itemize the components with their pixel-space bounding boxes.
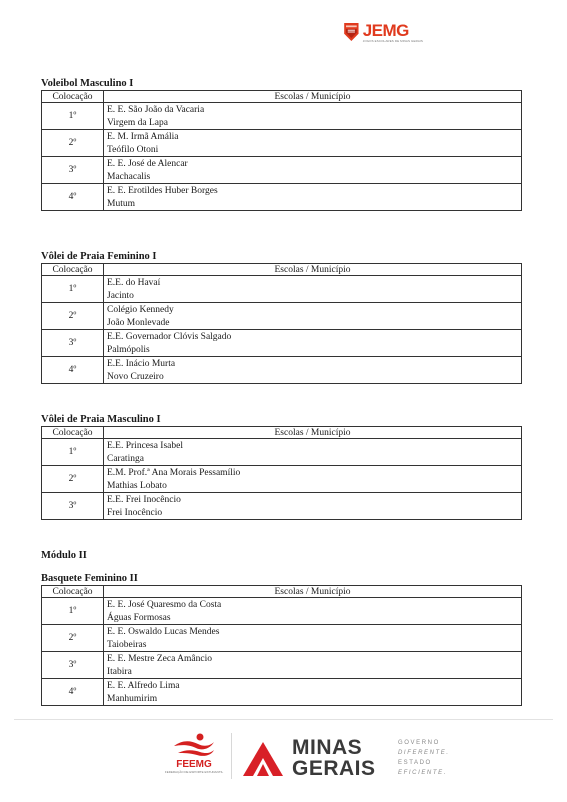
municipality: Mathias Lobato [107,480,167,491]
section-volei-de-praia-masculino-i [41,414,522,520]
minas-gerais-triangle-icon [241,740,285,778]
module-title: Módulo II [41,550,87,561]
table-row [42,652,522,679]
school-cell [104,103,522,130]
header-schools: Escolas / Município [104,427,522,439]
municipality: Machacalis [107,171,151,182]
placement-cell: 2º [42,130,104,157]
header-placement: Colocação [42,427,104,439]
feemg-logo [165,732,223,780]
municipality: Jacinto [107,290,134,301]
table-row [42,184,522,211]
school-cell [104,679,522,706]
table-row [42,303,522,330]
section-title: Vôlei de Praia Masculino I [41,414,161,425]
placement-cell: 3º [42,330,104,357]
municipality: Mutum [107,198,135,209]
section-title: Basquete Feminino II [41,573,138,584]
section-voleibol-masculino-i [41,78,522,211]
section-basquete-feminino-ii [41,573,522,706]
table-row [42,493,522,520]
placement-cell: 4º [42,184,104,211]
school-name: E. E. Mestre Zeca Amâncio [107,654,212,664]
mg-line-1: MINAS [292,736,363,759]
table-row [42,357,522,384]
school-name: E.E. Princesa Isabel [107,441,183,451]
header-schools: Escolas / Município [104,91,522,103]
municipality: Manhumirim [107,693,158,704]
header-placement: Colocação [42,264,104,276]
jemg-logo-text: JEMG [362,20,409,40]
header-schools: Escolas / Município [104,586,522,598]
school-cell [104,303,522,330]
table-row [42,130,522,157]
footer-separator [231,733,232,779]
school-name: E. E. Alfredo Lima [107,681,180,691]
school-name: E. E. José de Alencar [107,159,188,169]
school-name: E.M. Prof.ª Ana Morais Pessamílio [107,468,241,478]
section-volei-de-praia-feminino-i [41,251,522,384]
school-cell [104,625,522,652]
section-title: Vôlei de Praia Feminino I [41,251,157,262]
table-row [42,103,522,130]
table-header-row [42,264,522,276]
school-cell [104,466,522,493]
table-header-row [42,586,522,598]
placement-cell: 2º [42,625,104,652]
feemg-subtitle: FEDERAÇÃO DE ESPORTE ESTUDANTIL [164,770,224,774]
school-cell [104,184,522,211]
jemg-logo-tagline: JOGOS ESCOLARES DE MINAS GERAIS [362,38,423,43]
school-cell [104,493,522,520]
municipality: Palmópolis [107,344,150,355]
placement-cell: 4º [42,679,104,706]
municipality: Teófilo Otoni [107,144,159,155]
slogan-line-4: EFICIENTE. [398,770,448,776]
table-header-row [42,427,522,439]
school-name: E. E. Erotildes Huber Borges [107,186,218,196]
table-row [42,625,522,652]
table-row [42,466,522,493]
school-name: E.E. do Havaí [107,278,161,288]
municipality: Frei Inocêncio [107,507,163,518]
government-slogan [398,738,450,778]
school-name: Colégio Kennedy [107,305,174,315]
footer-divider [14,719,553,720]
results-table [41,585,522,706]
municipality: Itabira [107,666,132,677]
school-name: E.E. Governador Clóvis Salgado [107,332,232,342]
school-name: E. E. Oswaldo Lucas Mendes [107,627,220,637]
school-cell [104,439,522,466]
placement-cell: 3º [42,652,104,679]
school-name: E. M. Irmã Amália [107,132,179,142]
jemg-logo-icon [343,15,360,49]
table-row [42,276,522,303]
header-placement: Colocação [42,586,104,598]
section-title: Voleibol Masculino I [41,78,134,89]
school-name: E. E. São João da Vacaria [107,105,205,115]
school-name: E. E. José Quaresmo da Costa [107,600,222,610]
municipality: Caratinga [107,453,144,464]
placement-cell: 1º [42,598,104,625]
school-cell [104,130,522,157]
results-table [41,426,522,520]
results-table [41,263,522,384]
school-cell [104,652,522,679]
placement-cell: 1º [42,439,104,466]
header-schools: Escolas / Município [104,264,522,276]
school-name: E.E. Inácio Murta [107,359,176,369]
table-row [42,330,522,357]
table-row [42,157,522,184]
slogan-line-3: ESTADO [398,760,432,766]
placement-cell: 3º [42,493,104,520]
municipality: Águas Formosas [107,612,171,623]
minas-gerais-wordmark [292,737,376,779]
school-cell [104,357,522,384]
school-name: E.E. Frei Inocêncio [107,495,181,505]
slogan-line-2: DIFERENTE. [398,750,450,756]
feemg-name: FEEMG [176,759,212,770]
placement-cell: 3º [42,157,104,184]
table-row [42,598,522,625]
placement-cell: 2º [42,303,104,330]
placement-cell: 2º [42,466,104,493]
school-cell [104,157,522,184]
school-cell [104,276,522,303]
feemg-logo-icon [170,732,218,758]
municipality: Virgem da Lapa [107,117,168,128]
table-row [42,439,522,466]
results-table [41,90,522,211]
table-row [42,679,522,706]
placement-cell: 1º [42,276,104,303]
header-placement: Colocação [42,91,104,103]
school-cell [104,598,522,625]
jemg-logo [343,14,423,50]
municipality: Novo Cruzeiro [107,371,164,382]
slogan-line-1: GOVERNO [398,740,440,746]
placement-cell: 4º [42,357,104,384]
municipality: João Monlevade [107,317,170,328]
municipality: Taiobeiras [107,639,147,650]
table-header-row [42,91,522,103]
placement-cell: 1º [42,103,104,130]
school-cell [104,330,522,357]
mg-line-2: GERAIS [292,757,376,780]
